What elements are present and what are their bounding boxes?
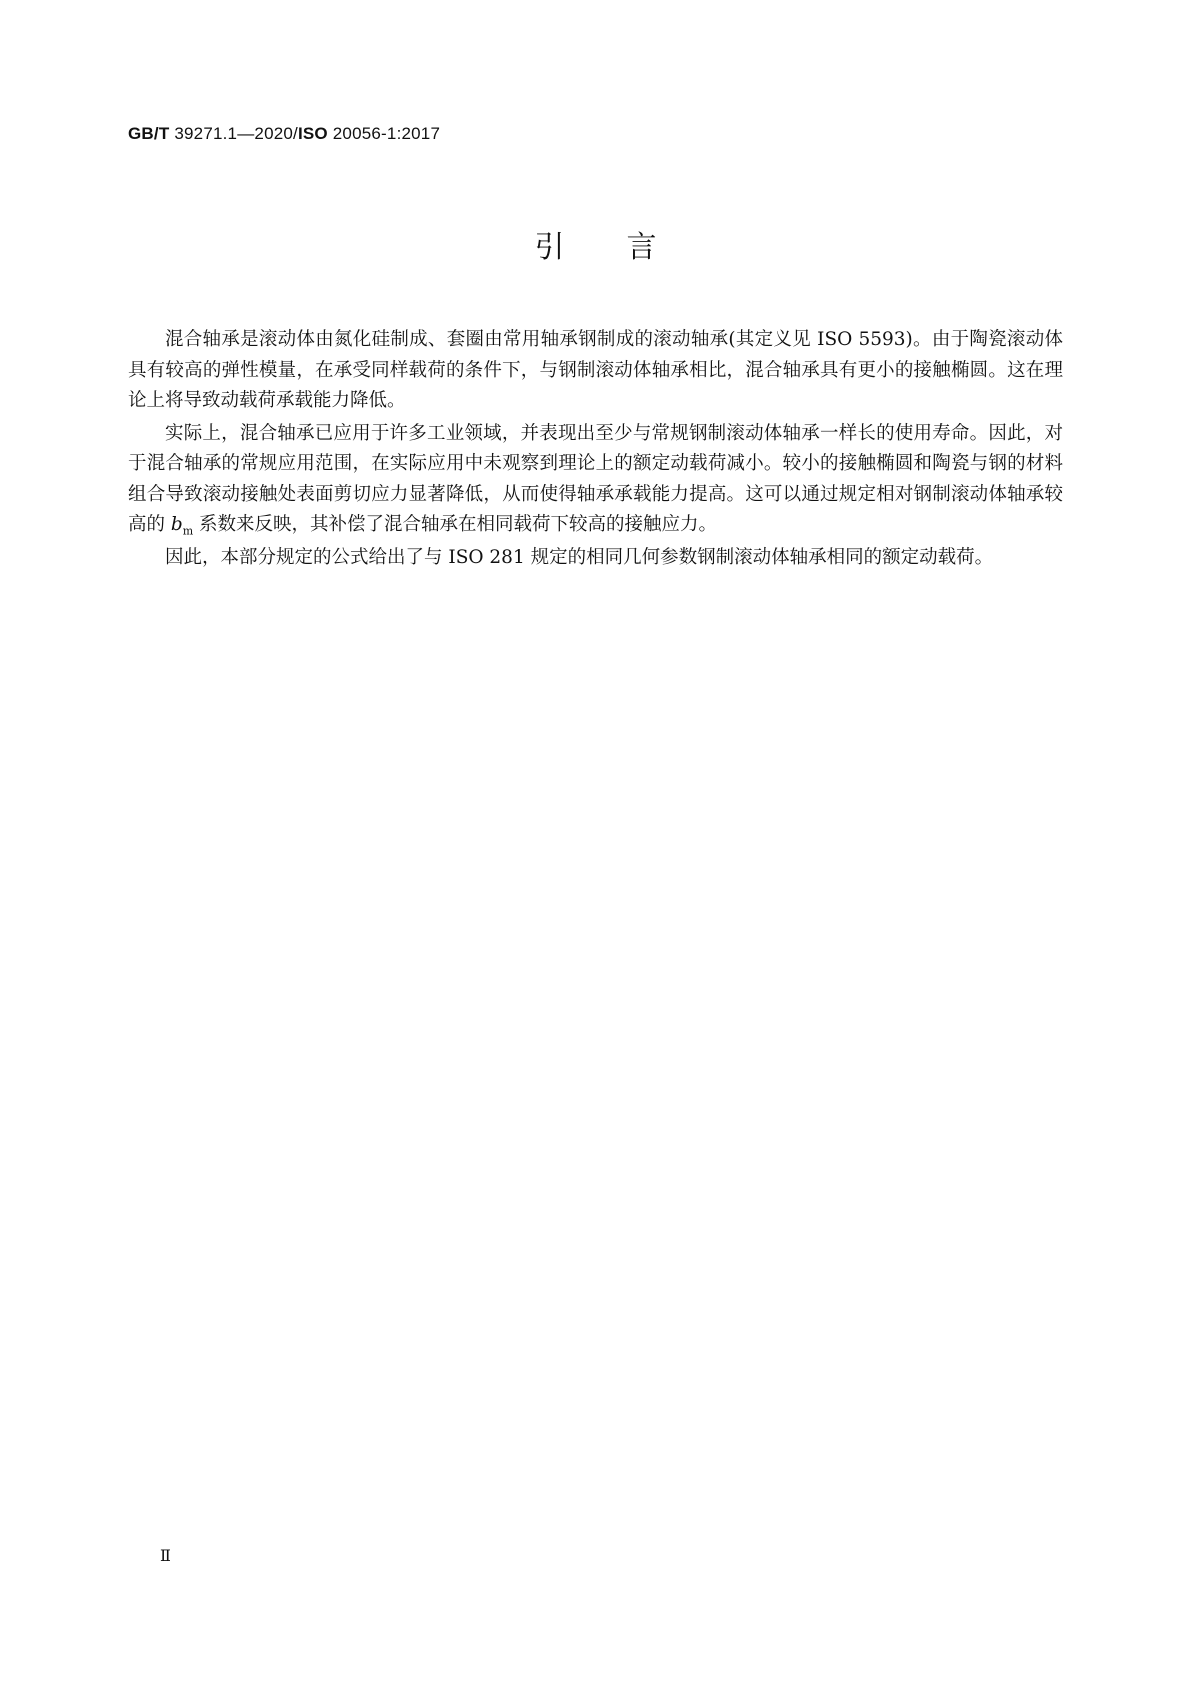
symbol-bm-subscript: m: [182, 524, 194, 538]
paragraph-3: 因此，本部分规定的公式给出了与 ISO 281 规定的相同几何参数钢制滚动体轴承相同的额定动载荷。: [165, 546, 994, 568]
std-prefix: GB/T: [128, 124, 170, 143]
iso-prefix: ISO: [297, 124, 328, 143]
paragraph-2-text-before: 实际上，混合轴承已应用于许多工业领域，并表现出至少与常规钢制滚动体轴承一样长的使用寿命。因此，对于混合轴承的常规应用范围，在实际应用中未观察到理论上的额定动载荷减小。较小的接触椭圆和陶瓷与钢的材料组合导致滚动接触处表面剪切应力显著降低，从而使得轴承承载能力提高。这可以通过规定相对钢制滚动体轴承较高的: [128, 422, 1063, 535]
paragraph-1: 混合轴承是滚动体由氮化硅制成、套圈由常用轴承钢制成的滚动轴承(其定义见 ISO 5593)。由于陶瓷滚动体具有较高的弹性模量，在承受同样载荷的条件下，与钢制滚动体轴承相比，混合轴承具有更小的接触椭圆。这在理论上将导致动载荷承载能力降低。: [128, 329, 1063, 411]
standard-number-header: [128, 124, 440, 144]
paragraph-2: [128, 419, 1063, 541]
iso-number: 20056-1:2017: [332, 124, 441, 143]
page-number: Ⅱ: [160, 1546, 171, 1565]
std-number: 39271.1—2020/: [174, 124, 298, 143]
paragraph-2-text-after: 系数来反映，其补偿了混合轴承在相同载荷下较高的接触应力。: [193, 514, 718, 535]
symbol-bm-base: b: [170, 514, 183, 535]
page-title: 引言: [534, 230, 719, 265]
symbol-bm: [170, 514, 194, 538]
document-body: [128, 325, 1063, 575]
